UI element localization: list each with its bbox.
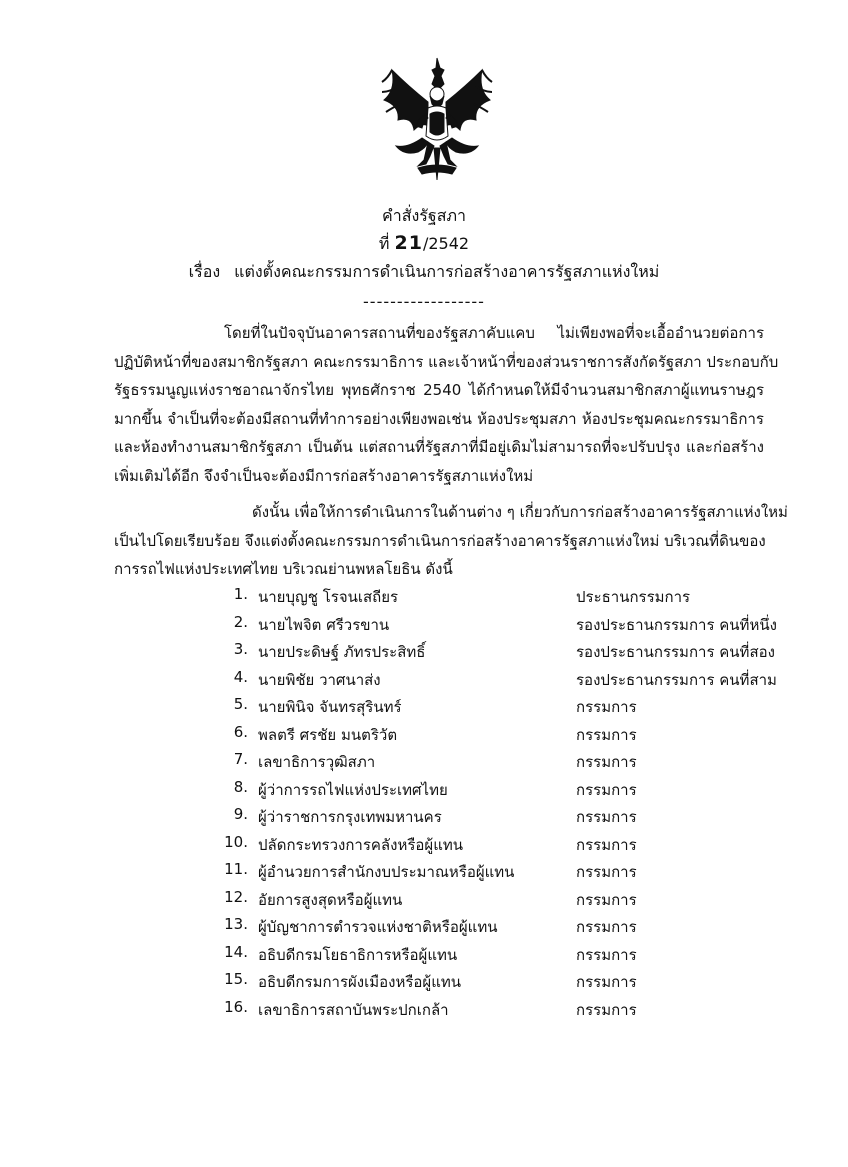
member-row [0,668,848,695]
paragraph-1-line: โดยที่ในปัจจุบันอาคารสถานที่ของรัฐสภาคับแคบ ไม่เพียงพอที่จะเอื้ออำนวยต่อการ [224,324,764,342]
subject-label: เรื่อง [188,262,221,281]
member-number: 15. [224,970,248,988]
member-number: 7. [233,750,248,768]
member-role: กรรมการ [576,808,637,826]
member-name: อัยการสูงสุดหรือผู้แทน [258,890,403,909]
document-title: คำสั่งรัฐสภา [382,206,466,225]
paragraph-1-line: มากขึ้น จำเป็นที่จะต้องมีสถานที่ทำการอย่างเพียงพอเช่น ห้องประชุมสภา ห้องประชุมคณะกรรมาธิการ [114,409,764,428]
member-number: 9. [233,805,248,823]
paragraph-2 [114,498,788,584]
member-role: กรรมการ [576,725,637,744]
member-row [0,805,848,832]
member-number: 3. [233,640,248,658]
member-role: รองประธานกรรมการ คนที่หนึ่ง [576,615,777,634]
member-name: เลขาธิการสถาบันพระปกเกล้า [258,1000,449,1019]
member-row [0,833,848,860]
paragraph-1-line: รัฐธรรมนูญแห่งราชอาณาจักรไทย พุทธศักราช 2540 ได้กำหนดให้มีจำนวนสมาชิกสภาผู้แทนราษฎร [114,381,764,400]
member-row [0,695,848,722]
document-number [0,232,848,257]
paragraph-1 [114,319,779,491]
member-row [0,585,848,612]
paragraph-2-line: เป็นไปโดยเรียบร้อย จึงแต่งตั้งคณะกรรมการดำเนินการก่อสร้างอาคารรัฐสภาแห่งใหม่ บริเวณที่ดินของ [114,531,766,550]
separator-line: ------------------ [363,292,485,311]
garuda-emblem-icon [378,56,496,182]
member-role: กรรมการ [576,1000,637,1019]
member-row [0,888,848,915]
member-row [0,750,848,777]
member-name: ผู้ว่าการรถไฟแห่งประเทศไทย [258,780,448,799]
member-name: ผู้ว่าราชการกรุงเทพมหานคร [258,808,442,826]
member-number: 16. [224,997,248,1016]
member-role: กรรมการ [576,918,637,936]
member-number: 12. [224,887,248,906]
member-number: 13. [224,915,248,933]
member-role: กรรมการ [576,973,637,991]
member-row [0,998,848,1025]
member-role: กรรมการ [576,780,637,799]
member-role: รองประธานกรรมการ คนที่สาม [576,670,777,689]
member-number: 4. [233,667,248,686]
member-number: 6. [233,722,248,741]
member-number: 14. [224,942,248,961]
member-role: กรรมการ [576,863,637,881]
member-number: 11. [224,860,248,878]
member-row [0,915,848,942]
member-name: อธิบดีกรมโยธาธิการหรือผู้แทน [258,945,458,964]
paragraph-2-line: ดังนั้น เพื่อให้การดำเนินการในด้านต่าง ๆ เกี่ยวกับการก่อสร้างอาคารรัฐสภาแห่งใหม่ [252,503,788,521]
member-name: อธิบดีกรมการผังเมืองหรือผู้แทน [258,973,462,991]
member-name: ผู้อำนวยการสำนักงบประมาณหรือผู้แทน [258,863,515,881]
member-row [0,943,848,970]
paragraph-1-line: เพิ่มเติมได้อีก จึงจำเป็นจะต้องมีการก่อสร้างอาคารรัฐสภาแห่งใหม่ [114,466,534,485]
member-row [0,640,848,667]
paragraph-2-line: การรถไฟแห่งประเทศไทย บริเวณย่านพหลโยธิน ดังนี้ [114,560,453,579]
number-value: 21 [394,232,423,254]
member-row [0,723,848,750]
paragraph-1-line: และห้องทำงานสมาชิกรัฐสภา เป็นต้น แต่สถานที่รัฐสภาที่มีอยู่เดิมไม่สามารถที่จะปรับปรุง และก่อสร้าง [114,438,764,457]
number-year: /2542 [422,234,470,253]
document-subject [0,260,848,285]
number-prefix: ที่ [378,234,390,253]
member-role: กรรมการ [576,753,637,771]
member-name: พลตรี ศรชัย มนตริวัต [258,725,398,744]
member-name: นายบุญชู โรจนเสถียร [258,588,399,606]
member-name: นายพิชัย วาศนาส่ง [258,670,381,689]
member-number: 2. [233,612,248,631]
subject-text: แต่งตั้งคณะกรรมการดำเนินการก่อสร้างอาคารรัฐสภาแห่งใหม่ [234,262,660,281]
member-row [0,613,848,640]
member-name: นายพินิจ จันทรสุรินทร์ [258,698,402,716]
member-number: 1. [233,585,248,603]
member-number: 10. [224,832,248,851]
paragraph-1-line: ปฏิบัติหน้าที่ของสมาชิกรัฐสภา คณะกรรมาธิการ และเจ้าหน้าที่ของส่วนราชการสังกัดรัฐสภา ประกอบกับ [114,352,779,371]
member-name: นายประดิษฐ์ ภัทรประสิทธิ์ [258,643,426,661]
member-number: 5. [233,695,248,713]
member-role: ประธานกรรมการ [576,588,691,606]
member-number: 8. [233,777,248,796]
member-role: กรรมการ [576,698,637,716]
member-role: รองประธานกรรมการ คนที่สอง [576,643,775,661]
member-role: กรรมการ [576,835,637,854]
member-name: เลขาธิการวุฒิสภา [258,753,376,771]
member-name: ปลัดกระทรวงการคลังหรือผู้แทน [258,835,464,854]
member-name: ผู้บัญชาการตำรวจแห่งชาติหรือผู้แทน [258,918,498,936]
member-role: กรรมการ [576,945,637,964]
member-row [0,778,848,805]
member-role: กรรมการ [576,890,637,909]
member-row [0,860,848,887]
member-row [0,970,848,997]
member-name: นายไพจิต ศรีวรขาน [258,615,390,634]
